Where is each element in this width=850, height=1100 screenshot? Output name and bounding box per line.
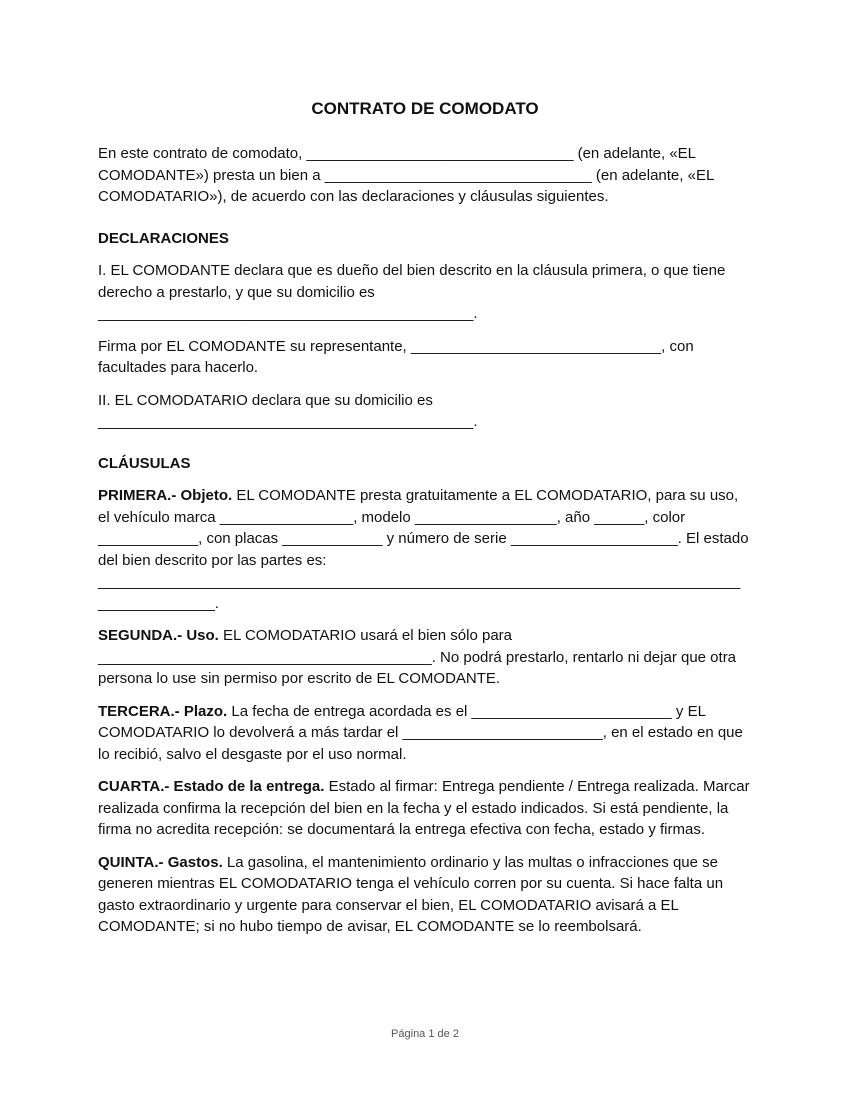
clausula-primera-text: EL COMODANTE presta gratuitamente a EL COMODATARIO, para su uso, el vehículo marca ________________, modelo _________________, año ______, color ____________, con placas ____________ y número de serie ____________________. El estado del bien descrito por las partes es: _____________________________________________________________________________ ______________. xyxy=(98,487,749,612)
clausula-quinta-label: QUINTA.- Gastos. xyxy=(98,853,223,871)
clausula-primera xyxy=(98,485,753,614)
clausula-cuarta-text: Estado al firmar: Entrega pendiente / Entrega realizada. Marcar realizada confirma la recepción del bien en la fecha y el estado indicados. Si está pendiente, la firma no acredita recepción: se documentará la entrega efectiva con fecha, estado y firmas. xyxy=(98,778,750,838)
document-body xyxy=(98,143,753,949)
clausula-tercera-label: TERCERA.- Plazo. xyxy=(98,702,228,720)
clausula-quinta xyxy=(98,852,753,938)
firma-representante: Firma por EL COMODANTE su representante, ______________________________, con facultades para hacerlo. xyxy=(98,337,694,376)
clausula-quinta-text: La gasolina, el mantenimiento ordinario y las multas o infracciones que se generen mientras EL COMODATARIO tenga el vehículo corren por su cuenta. Si hace falta un gasto extraordinario y urgente para conservar el bien, EL COMODATARIO avisará a EL COMODANTE; si no hubo tiempo de avisar, EL COMODANTE se lo reembolsará. xyxy=(98,853,724,935)
clausula-segunda xyxy=(98,625,753,690)
clausula-cuarta xyxy=(98,776,753,841)
page-number: Página 1 de 2 xyxy=(391,1028,459,1040)
declaraciones-heading: DECLARACIONES xyxy=(98,229,229,247)
declaracion-comodante: I. EL COMODANTE declara que es dueño del bien descrito en la cláusula primera, o que tiene derecho a prestarlo, y que su domicilio es _____________________________________________. xyxy=(98,262,726,322)
clausula-cuarta-label: CUARTA.- Estado de la entrega. xyxy=(98,778,325,795)
clausula-tercera-text: La fecha de entrega acordada es el ________________________ y EL COMODATARIO lo devolverá a más tardar el ________________________, en el estado en que lo recibió, salvo el desgaste por el uso normal. xyxy=(98,702,743,763)
document-title: CONTRATO DE COMODATO xyxy=(311,99,539,118)
clausula-segunda-label: SEGUNDA.- Uso. xyxy=(98,627,219,644)
declaracion-comodatario: II. EL COMODATARIO declara que su domicilio es _____________________________________________. xyxy=(98,391,478,430)
clausula-tercera xyxy=(98,701,753,766)
clausula-segunda-text: EL COMODATARIO usará el bien sólo para ________________________________________. No podrá prestarlo, rentarlo ni dejar que otra persona lo use sin permiso por escrito de EL COMODANTE. xyxy=(98,627,737,687)
clausula-primera-label: PRIMERA.- Objeto. xyxy=(98,487,233,504)
intro-paragraph: En este contrato de comodato, ________________________________ (en adelante, «EL COMODANTE») presta un bien a ________________________________ (en adelante, «EL COMODATARIO»), de acuerdo con las declaraciones y cláusulas siguientes. xyxy=(98,145,714,205)
clausulas-heading: CLÁUSULAS xyxy=(98,454,191,472)
